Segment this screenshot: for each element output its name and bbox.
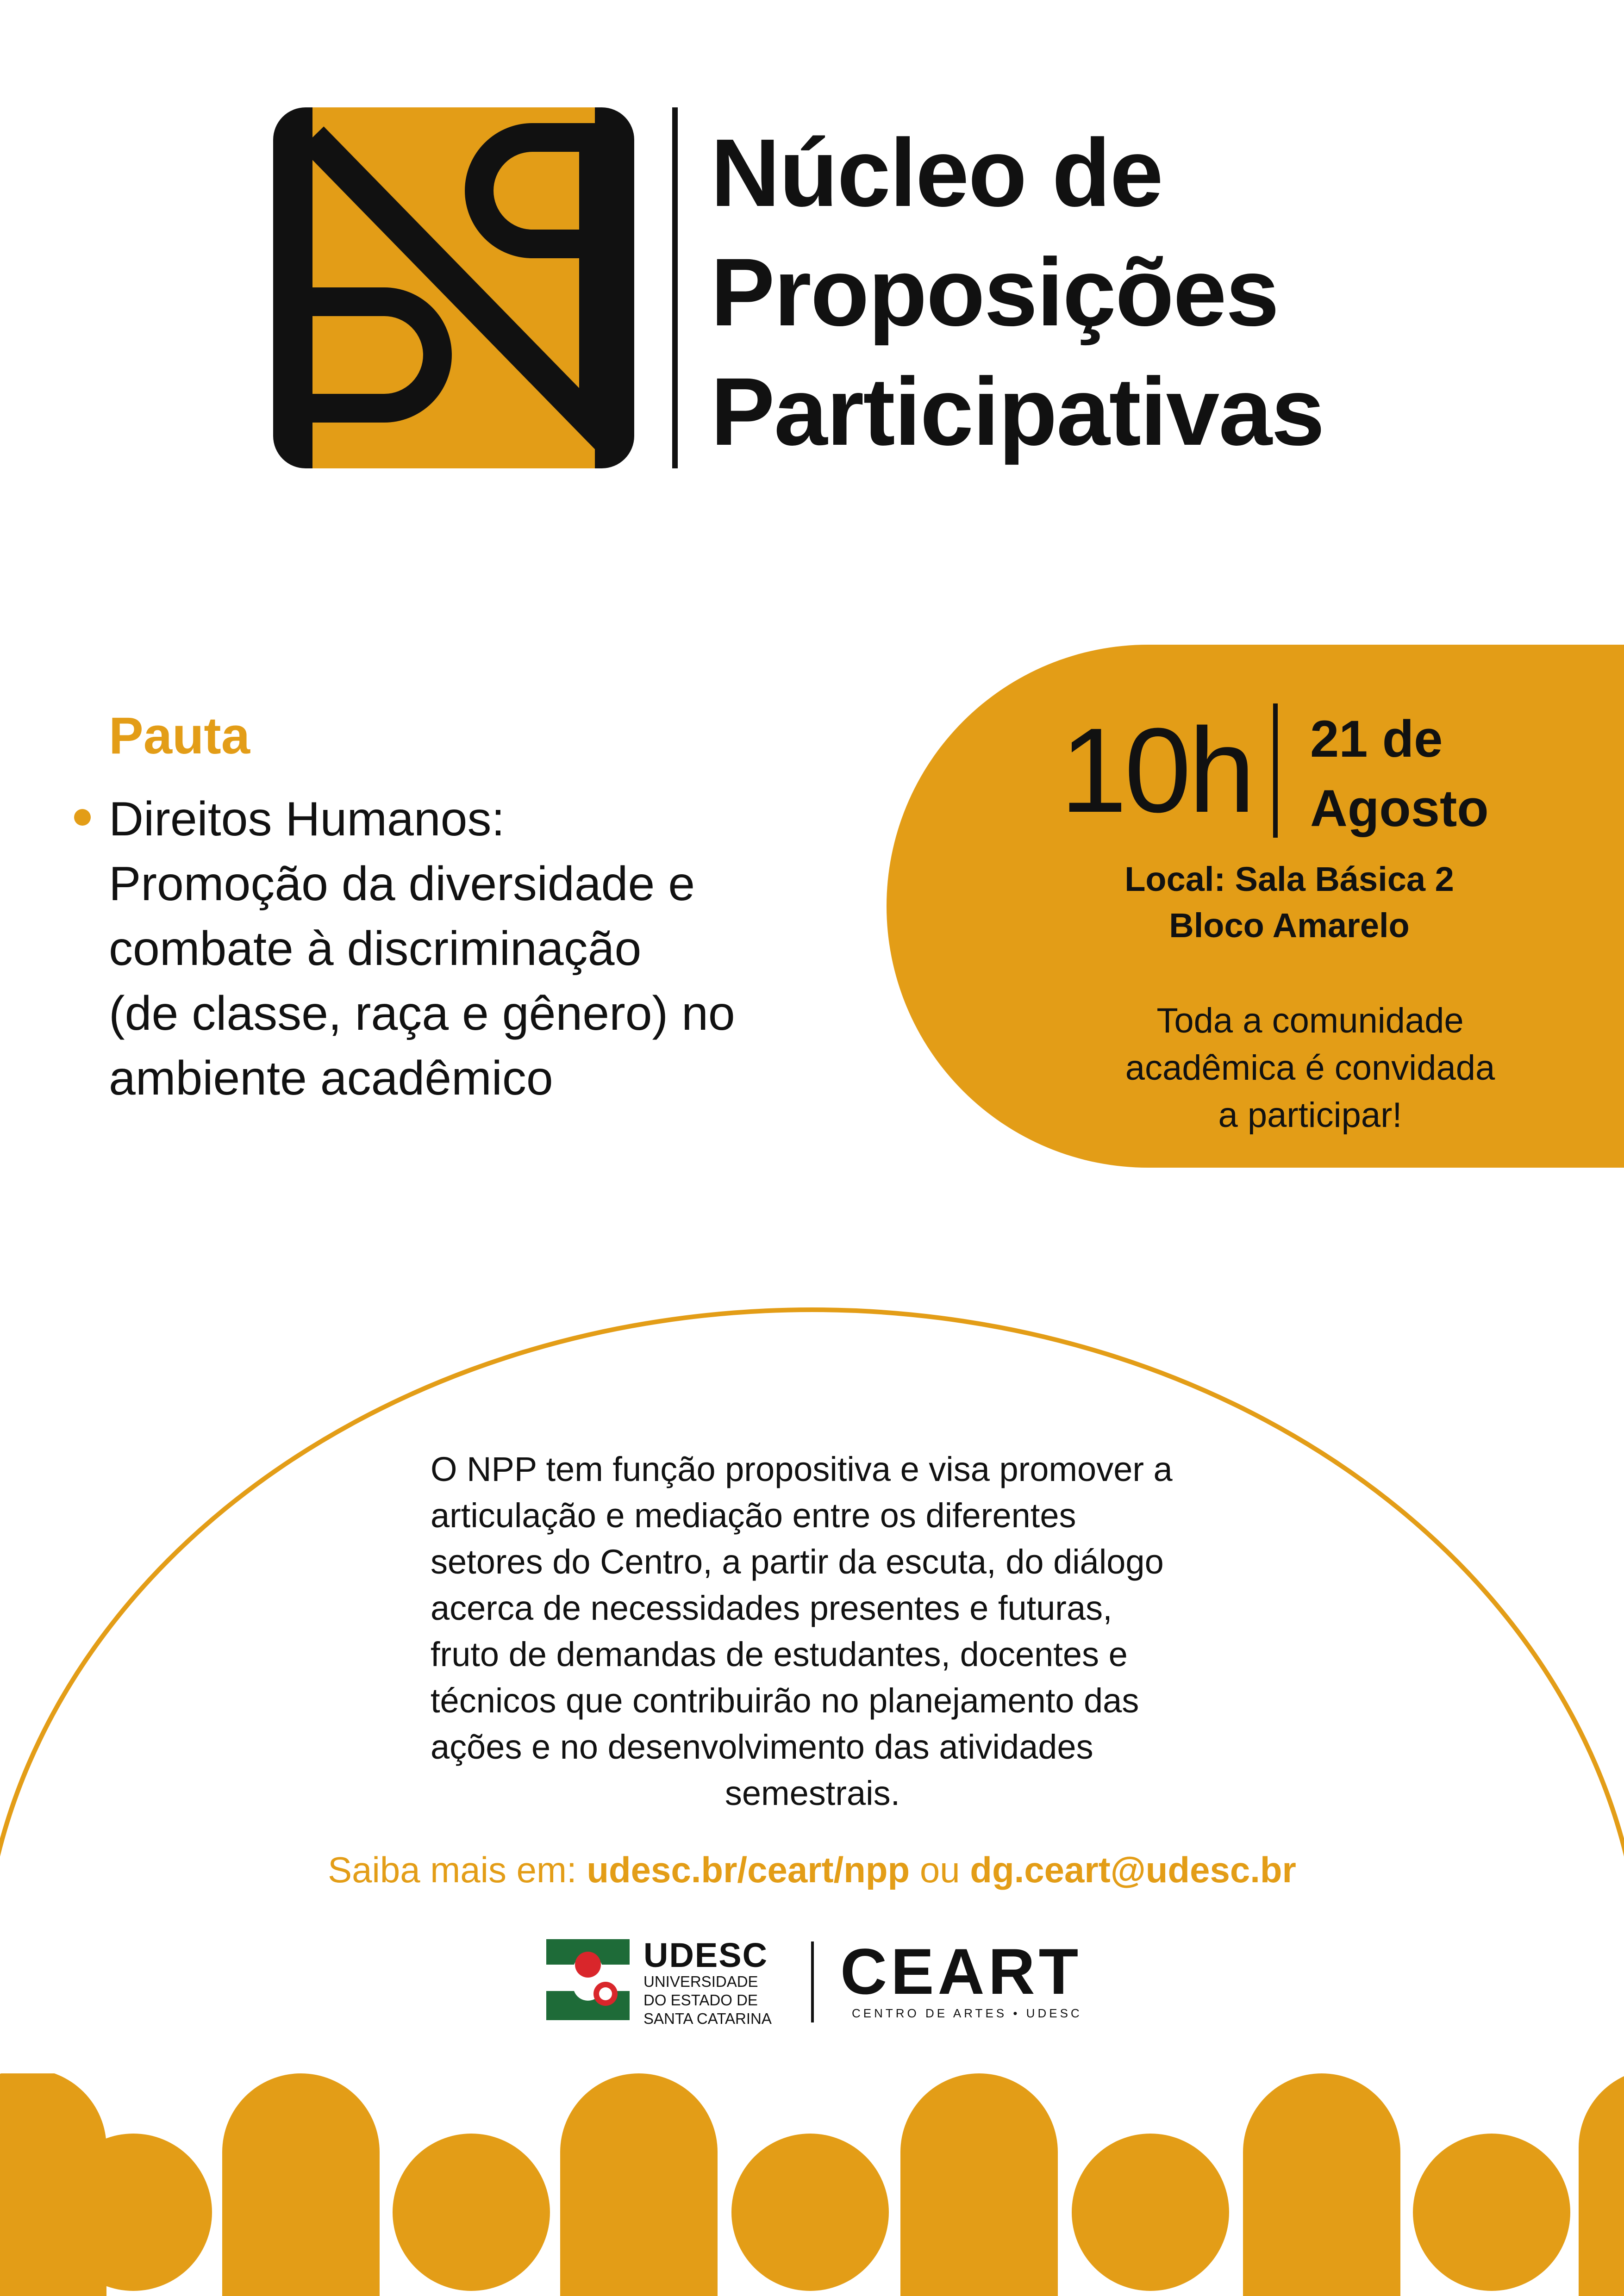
description-line: técnicos que contribuirão no planejamento das	[431, 1681, 1139, 1720]
decorative-pattern	[0, 2073, 1624, 2296]
udesc-logo-icon	[546, 1939, 630, 2020]
event-location-line: Bloco Amarelo	[1169, 906, 1410, 945]
description-line: articulação e mediação entre os diferentes	[431, 1496, 1076, 1535]
udesc-subtitle-line: DO ESTADO DE	[643, 1991, 758, 2009]
event-location-line: Local: Sala Básica 2	[1124, 860, 1454, 898]
title-line-2: Proposições	[711, 239, 1279, 346]
description-line: fruto de demandas de estudantes, docentes e	[431, 1635, 1128, 1674]
pauta-heading: Pauta	[109, 707, 250, 765]
ceart-subtitle: CENTRO DE ARTES • UDESC	[852, 2006, 1082, 2020]
event-location	[1060, 856, 1518, 949]
pauta-line: ambiente acadêmico	[109, 1052, 553, 1105]
pauta-line: combate à discriminação	[109, 922, 642, 976]
contact-url-link[interactable]: udesc.br/ceart/npp	[587, 1849, 910, 1890]
event-divider	[1273, 703, 1278, 838]
event-date-line: 21 de	[1310, 710, 1443, 768]
pauta-line: Promoção da diversidade e	[109, 857, 695, 911]
pauta-item	[109, 787, 896, 1111]
udesc-subtitle-line: SANTA CATARINA	[643, 2010, 772, 2027]
udesc-subtitle	[643, 1972, 796, 2028]
bullet-icon	[74, 809, 91, 826]
description-line: semestrais.	[725, 1774, 900, 1812]
pauta-line: Direitos Humanos:	[109, 792, 505, 846]
title-line-3: Participativas	[711, 358, 1324, 466]
description-line: O NPP tem função propositiva e visa promover a	[431, 1450, 1173, 1488]
event-invite-line: acadêmica é convidada	[1125, 1048, 1495, 1088]
contact-separator: ou	[910, 1849, 970, 1890]
header-divider	[672, 107, 678, 468]
udesc-subtitle-line: UNIVERSIDADE	[643, 1973, 758, 1990]
page-title	[711, 113, 1405, 472]
contact-email-link[interactable]: dg.ceart@udesc.br	[970, 1849, 1296, 1890]
description-line: setores do Centro, a partir da escuta, do diálogo	[431, 1543, 1164, 1581]
udesc-wordmark: UDESC	[643, 1936, 768, 1974]
event-time: 10h	[1060, 703, 1253, 838]
contact-prefix: Saiba mais em:	[328, 1849, 587, 1890]
event-date-line: Agosto	[1310, 779, 1489, 837]
ceart-wordmark: CEART	[840, 1935, 1082, 2008]
event-date	[1310, 704, 1588, 843]
event-invite-line: Toda a comunidade	[1156, 1001, 1464, 1040]
npp-monogram-icon	[273, 107, 634, 468]
logos-divider	[811, 1941, 814, 2022]
description-text	[431, 1446, 1194, 1817]
event-invite	[1060, 997, 1560, 1139]
description-line: ações e no desenvolvimento das atividades	[431, 1728, 1093, 1766]
event-invite-line: a participar!	[1218, 1095, 1402, 1135]
description-line: acerca de necessidades presentes e futuras,	[431, 1589, 1112, 1627]
contact-line	[0, 1849, 1624, 1891]
pauta-line: (de classe, raça e gênero) no	[109, 987, 735, 1040]
title-line-1: Núcleo de	[711, 119, 1162, 227]
